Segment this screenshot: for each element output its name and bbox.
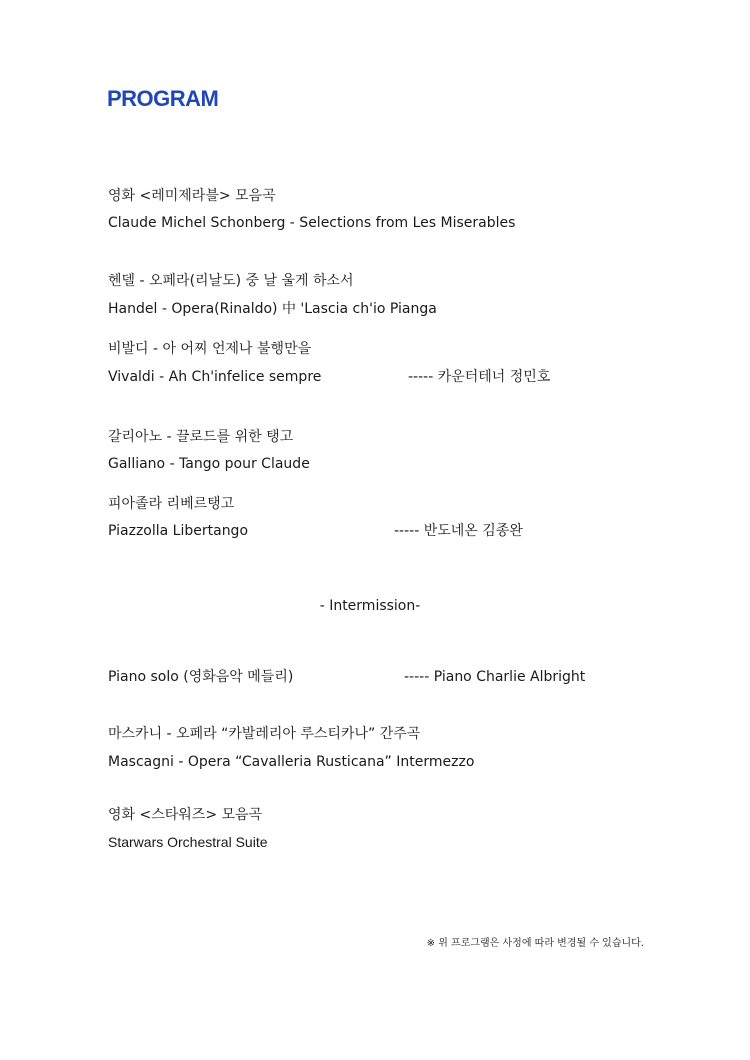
program-item-7-korean: 마스카니 - 오페라 “카발레리아 루스티카나” 간주곡 <box>108 726 421 742</box>
program-item-3-korean: 비발디 - 아 어찌 언제나 불행만을 <box>108 341 312 357</box>
program-item-5-english: Piazzolla Libertango <box>108 523 249 539</box>
program-item-6-english: Piano solo (영화음악 메들리) <box>108 669 294 685</box>
program-item-2-english: Handel - Opera(Rinaldo) 中 'Lascia ch'io Pianga <box>108 301 437 317</box>
program-item-3-performer: ----- 카운터테너 정민호 <box>408 369 551 385</box>
program-item-6-performer: ----- Piano Charlie Albright <box>404 669 586 685</box>
program-item-1-korean: 영화 <레미제라블> 모음곡 <box>108 188 276 204</box>
program-item-7-english: Mascagni - Opera “Cavalleria Rusticana” Intermezzo <box>108 754 475 770</box>
program-item-2-korean: 헨델 - 오페라(리날도) 중 날 울게 하소서 <box>108 273 354 289</box>
program-item-8-english: Starwars Orchestral Suite <box>108 834 268 850</box>
program-item-5-korean: 피아졸라 리베르탱고 <box>108 496 235 512</box>
program-item-8-korean: 영화 <스타워즈> 모음곡 <box>108 807 263 823</box>
footnote: ※ 위 프로그램은 사정에 따라 변경될 수 있습니다. <box>426 938 644 949</box>
program-item-3-english: Vivaldi - Ah Ch'infelice sempre <box>108 369 322 385</box>
program-item-4-english: Galliano - Tango pour Claude <box>108 456 310 472</box>
intermission-label: - Intermission- <box>319 598 421 614</box>
program-item-1-english: Claude Michel Schonberg - Selections from Les Miserables <box>108 215 516 231</box>
program-item-5-performer: ----- 반도네온 김종완 <box>394 523 523 539</box>
page-title: PROGRAM <box>107 86 219 111</box>
program-item-4-korean: 갈리아노 - 끌로드를 위한 탱고 <box>108 429 294 445</box>
